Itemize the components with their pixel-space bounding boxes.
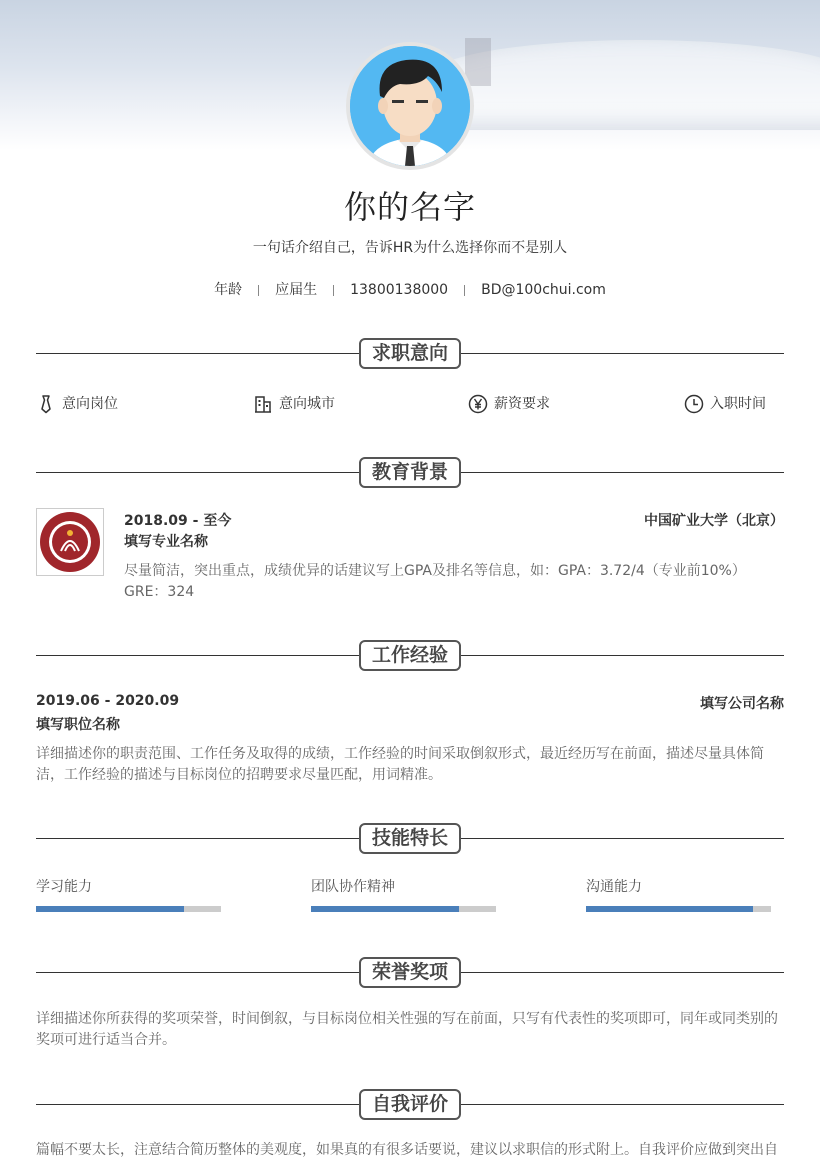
skill-bar	[311, 906, 496, 912]
email-link[interactable]: BD@100chui.com	[481, 282, 606, 298]
education-major: 填写专业名称	[124, 534, 208, 550]
section-title: 工作经验	[359, 640, 461, 671]
candidate-tagline: 一句话介绍自己，告诉HR为什么选择你而不是别人	[252, 240, 568, 256]
education-period: 2018.09 - 至今	[124, 513, 232, 529]
self-eval-description: 篇幅不要太长，注意结合简历整体的美观度，如果真的有很多话要说，建议以求职信的形式附上。自我评价应做到突出自	[36, 1142, 778, 1158]
honors-description: 详细描述你所获得的奖项荣誉，时间倒叙，与目标岗位相关性强的写在前面，只写有代表性的奖项即可，同年或同类别的奖项可进行适当合并。	[36, 1011, 778, 1048]
skill-bar	[586, 906, 771, 912]
section-skills	[36, 823, 784, 855]
section-honors	[36, 957, 784, 989]
section-intent	[36, 338, 784, 370]
section-self-eval	[36, 1089, 784, 1121]
skill-item	[36, 876, 221, 912]
skill-bar-fill	[36, 906, 184, 912]
avatar	[346, 42, 474, 170]
banner-tower-image	[465, 38, 491, 86]
skill-item	[586, 876, 771, 912]
status-text: 应届生	[275, 282, 318, 298]
skill-item	[311, 876, 496, 912]
skill-bar-fill	[586, 906, 753, 912]
skill-label: 学习能力	[36, 879, 92, 895]
education-school: 中国矿业大学（北京）	[644, 513, 784, 529]
intent-salary-label: 薪资要求	[494, 396, 550, 412]
work-description: 详细描述你的职责范围、工作任务及取得的成绩，工作经验的时间采取倒叙形式，最近经历写在前面，描述尽量具体简洁，工作经验的描述与目标岗位的招聘要求尽量匹配，用词精准。	[36, 746, 764, 783]
intent-city	[253, 393, 335, 415]
age-text: 年龄	[214, 282, 243, 298]
school-seal-icon	[37, 509, 103, 575]
skill-bar	[36, 906, 221, 912]
section-work	[36, 640, 784, 672]
divider	[258, 285, 259, 296]
intent-position	[36, 393, 118, 415]
intent-position-label: 意向岗位	[62, 396, 118, 412]
candidate-name: 你的名字	[343, 188, 476, 226]
skill-label: 团队协作精神	[311, 879, 395, 895]
section-title: 自我评价	[359, 1089, 461, 1120]
work-company: 填写公司名称	[700, 696, 784, 712]
yen-icon	[468, 394, 488, 414]
education-description: 尽量简洁，突出重点，成绩优异的话建议写上GPA及排名等信息，如：GPA：3.72/4（专业前10%） GRE：324	[124, 563, 746, 600]
work-position: 填写职位名称	[36, 717, 120, 733]
contact-line	[0, 279, 820, 299]
avatar-illustration-icon	[350, 46, 470, 166]
work-period: 2019.06 - 2020.09	[36, 693, 180, 709]
phone-text: 13800138000	[350, 282, 449, 298]
clock-icon	[684, 394, 704, 414]
section-title: 求职意向	[359, 338, 461, 369]
divider	[333, 285, 334, 296]
divider	[464, 285, 465, 296]
intent-salary	[468, 393, 550, 415]
intent-city-label: 意向城市	[279, 396, 335, 412]
section-education	[36, 457, 784, 489]
intent-start-label: 入职时间	[710, 396, 766, 412]
tie-icon	[36, 394, 56, 414]
building-icon	[253, 394, 273, 414]
section-title: 荣誉奖项	[359, 957, 461, 988]
skill-label: 沟通能力	[586, 879, 642, 895]
section-title: 技能特长	[359, 823, 461, 854]
school-logo	[36, 508, 104, 576]
skill-bar-fill	[311, 906, 459, 912]
section-title: 教育背景	[359, 457, 461, 488]
intent-start	[684, 393, 766, 415]
